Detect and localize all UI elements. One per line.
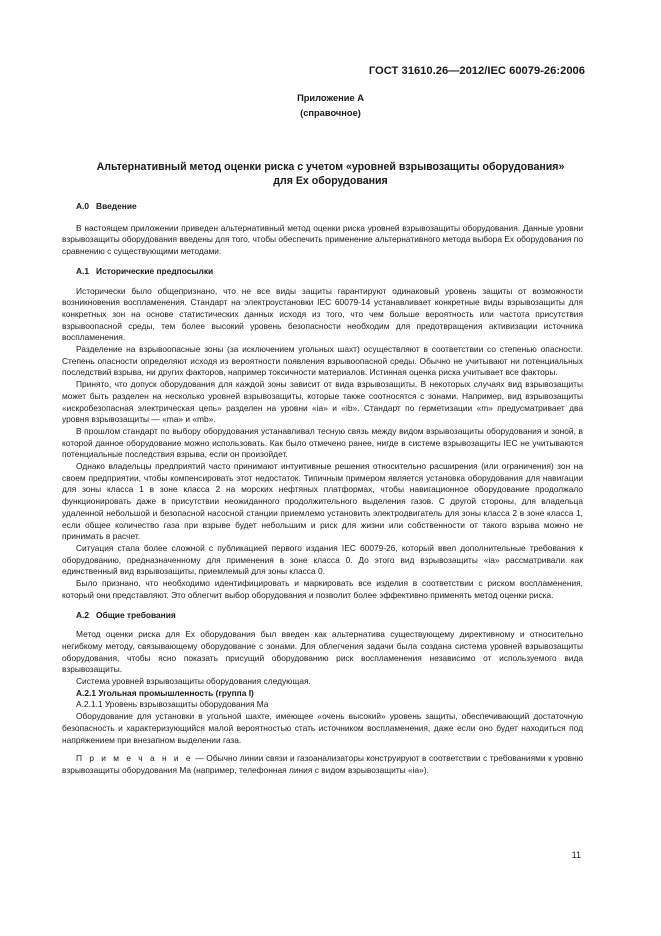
paragraph: Принято, что допуск оборудования для каждой зоны зависит от вида взрывозащиты. В некоторых случаях вид взрывозащиты может быть разделен на несколько уровней взрывозащиты, которые также соотносятся с зонами. Например, вид взрывозащиты «искробезопасная электрическая цепь» разделен на уровни «ia» и «ib». Стандарт по герметизации «m» предусматривает два уровня взрывозащиты — «ma» и «mb». <box>62 379 583 425</box>
section-number: А.0 <box>76 201 90 211</box>
paragraph: Исторически было общепризнано, что не все виды защиты гарантируют одинаковый уровень защиты от возможности возникновения воспламенения. Стандарт на электроустановки IEC 60079-14 устанавливает конкретные виды взрывозащиты для конкретных зон на основе статистических данных исходя из того, что чем больше вероятность или частота присутствия взрывоопасной среды, тем более высокий уровень безопасности необходим для предотвращения активизации источника воспламенения. <box>62 285 583 343</box>
paragraph: Метод оценки риска для Ex оборудования был введен как альтернатива существующему директивному и относительно негибкому методу, связывающему оборудование с зонами. Для облегчения задачи была создана система уровней взрывозащиты оборудования, чтобы ясно показать присущий оборудованию риск воспламенения независимо от используемого вида взрывозащиты. <box>62 629 583 675</box>
paragraph: Ситуация стала более сложной с публикацией первого издания IEC 60079-26, который ввел дополнительные требования к оборудованию, предназначенному для применения в зоне класса 0. До этого вид взрывозащиты «ia» рассматривали как единственный вид взрывозащиты, приемлемый для зоны класса 0. <box>62 542 583 577</box>
note-text: — Обычно линии связи и газоанализаторы конструируют в соответствии с требованиями к уровню взрывозащиты оборудования Ma (например, телефонная линия с видом взрывозащиты «ia»). <box>62 753 584 775</box>
subsection-heading-a211: А.2.1.1 Уровень взрывозащиты оборудования Ma <box>76 699 269 710</box>
standard-header: ГОСТ 31610.26—2012/IEC 60079-26:2006 <box>368 65 585 77</box>
paragraph: В настоящем приложении приведен альтернативный метод оценки риска уровней взрывозащиты оборудования. Данные уровни взрывозащиты оборудования введены для того, чтобы обеспечить применение альтернативного метода выбора Ex оборудования по сравнению с существующими методами. <box>62 222 583 257</box>
document-title <box>60 160 601 188</box>
document-body <box>62 201 583 777</box>
section-title: Общие требования <box>96 609 176 620</box>
section-number: А.2 <box>76 609 90 620</box>
document-title-line1: Альтернативный метод оценки риска с учетом «уровней взрывозащиты оборудования» <box>96 161 565 173</box>
page-number: 11 <box>571 850 581 860</box>
note <box>62 753 583 776</box>
annex-title: Приложение А <box>297 93 364 103</box>
paragraph: Однако владельцы предприятий часто принимают интуитивные решения относительно расширения (или ограничения) зон на своем предприятии, чтобы компенсировать этот недостаток. Типичным примером является установка оборудования для навигации для зоны класса 1 в зоне класса 2 на морских нефтяных платформах, чтобы навигационное оборудование продолжало функционировать даже в присутствии неожиданного продолжительного выделения газов. С другой стороны, для владельца удаленной небольшой и безопасной насосной станции приемлемо установить электродвигатель для зоны класса 2 в зоне класса 1, если общее количество газа при взрыве будет небольшим и риск для жизни или собственности от такого взрыва можно не принимать в расчет. <box>62 461 583 542</box>
paragraph: Было признано, что необходимо идентифицировать и маркировать все изделия в соответствии с риском воспламенения, который они представляют. Это облегчит выбор оборудования и позволит более эффективно применять метод оценки риска. <box>62 578 583 600</box>
note-label: П р и м е ч а н и е <box>76 753 193 764</box>
section-title: Введение <box>96 201 137 211</box>
section-heading-a0 <box>76 201 583 213</box>
document-title-line2: для Ex оборудования <box>273 175 388 187</box>
section-heading-a2 <box>76 610 583 622</box>
section-heading-a1 <box>76 266 583 278</box>
subsection-heading-a21: А.2.1 Угольная промышленность (группа I) <box>76 687 254 698</box>
annex-type: (справочное) <box>300 108 361 118</box>
paragraph: Система уровней взрывозащиты оборудования следующая. <box>76 676 311 687</box>
section-title: Исторические предпосылки <box>96 265 214 276</box>
paragraph: Оборудование для установки в угольной шахте, имеющее «очень высокий» уровень защиты, обеспечивающий достаточную безопасность и характеризующийся малой вероятностью стать источником воспламенения, даже если оно будет находиться под напряжением при внезапном выделении газа. <box>62 711 583 745</box>
paragraph: В прошлом стандарт по выбору оборудования устанавливал тесную связь между видом взрывозащиты оборудования и зоной, в которой данное оборудование можно использовать. Как было отмечено ранее, нигде в системе взрывозащиты IEC не учитываются потенциальные последствия взрыва, если он произойдет. <box>62 425 583 460</box>
paragraph: Разделение на взрывоопасные зоны (за исключением угольных шахт) осуществляют в соответствии со степенью опасности. Степень опасности определяют исходя из вероятности появления взрывоопасной среды. Обычно не учитывают ни потенциальных последствий взрыва, ни других факторов, например токсичности материалов. Истинная оценка риска учитывает все факторы. <box>62 344 583 378</box>
section-number: А.1 <box>76 265 90 276</box>
